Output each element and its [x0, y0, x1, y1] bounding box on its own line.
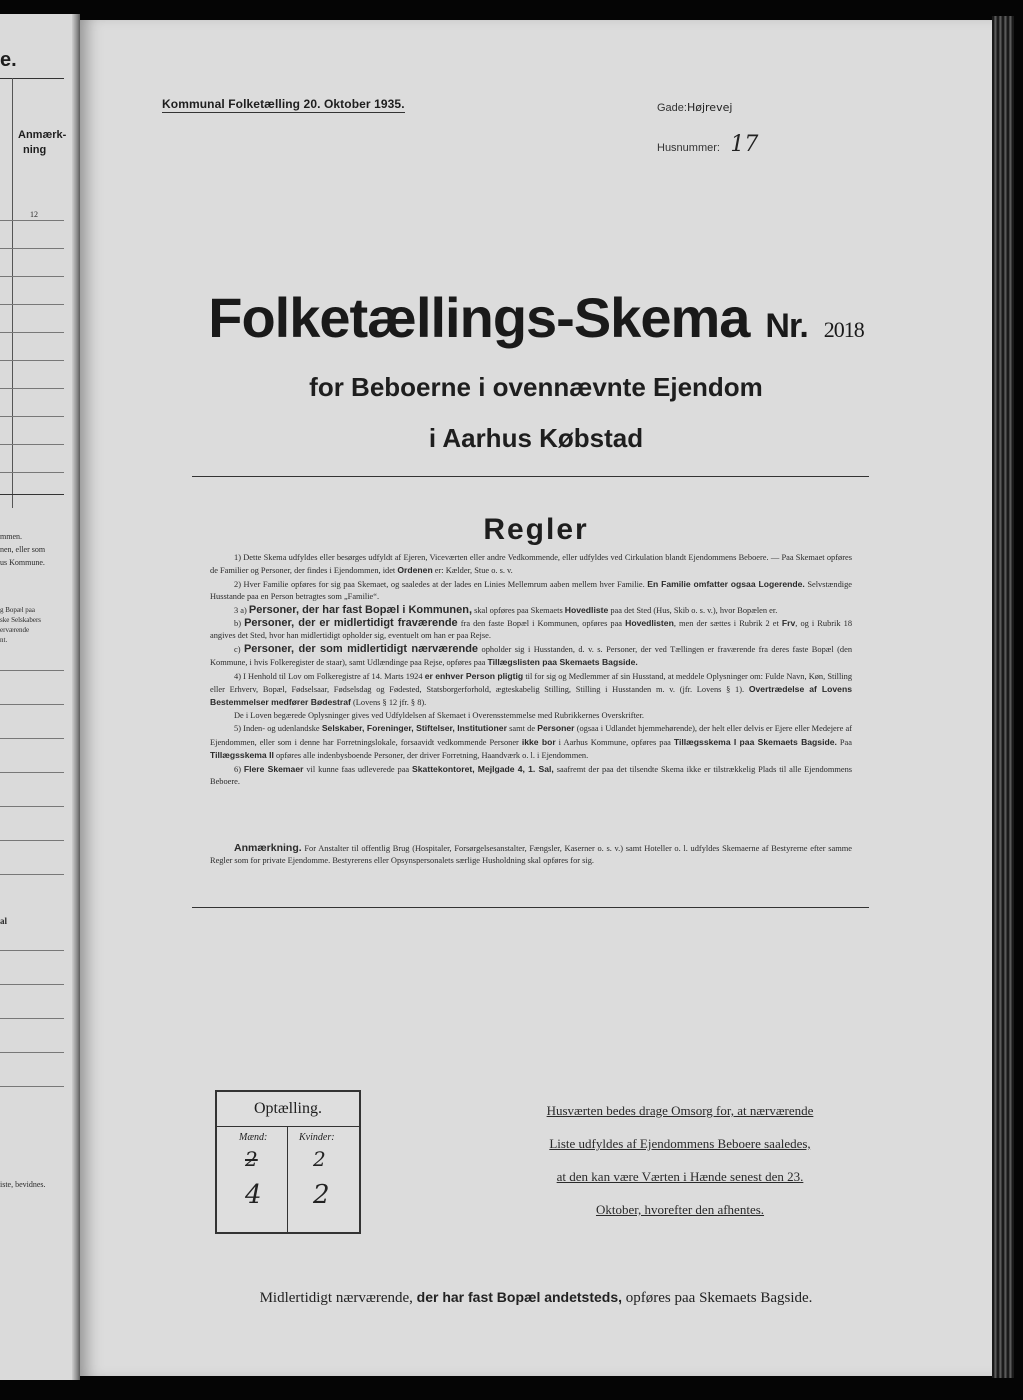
rule-4: 4) I Henhold til Lov om Folkeregistre af 14. Marts 1924 er enhver Person pligtig til for sig og Medlemmer af sin Husstand, at meddele Oplysninger om: Fulde Navn, Køn, Stilling eller Erhverv, Bopæl, Fødselsaar, Fødselsdag og Fødested, Statsborgerforhold, ægteskabelig Stilling, Stilling i Husstanden m. v. (jfr. Lovens § 1). Overtrædelse af Lovens Bestemmelser medfører Bødestraf (Lovens § 12 jfr. § 8). — [210, 670, 853, 708]
prev-page-rule — [0, 276, 64, 277]
count-box-divider — [287, 1126, 288, 1232]
house-number-field — [657, 132, 758, 157]
rule-3b: b) Personer, der er midlertidigt fraværende fra den faste Bopæl i Kommunen, opføres paa Hovedlisten, men der sættes i Rubrik 2 et Frv, og i Rubrik 18 angives det Sted, hvor han midlertidigt opholder sig, eventuelt om han er paa Rejse. — [210, 617, 853, 641]
men-count: 4 — [245, 1180, 262, 1210]
footer-instruction: Midlertidigt nærværende, der har fast Bopæl andetsteds, opføres paa Skemaets Bagside. — [259, 1289, 813, 1306]
women-count: 2 — [313, 1180, 330, 1210]
prev-page-text-fragment: ske Selskabers — [0, 616, 42, 624]
prev-page-rule — [0, 670, 64, 671]
prev-page-text-fragment: al — [0, 916, 8, 926]
prev-page-rule — [0, 494, 64, 495]
form-subtitle-2: i Aarhus Købstad — [428, 423, 644, 453]
prev-page-rule — [0, 1086, 64, 1087]
prev-page-rule — [0, 78, 64, 79]
previous-page-fragment — [0, 14, 80, 1380]
women-label: Kvinder: — [299, 1132, 335, 1143]
street-value: Højrevej — [686, 101, 733, 114]
prev-page-rule — [0, 874, 64, 875]
form-title: Folketællings-Skema — [208, 286, 750, 349]
prev-page-text-fragment: erværende — [0, 626, 30, 634]
count-box-rule — [217, 1126, 359, 1127]
prev-page-rule — [0, 220, 64, 221]
prev-page-text-fragment: us Kommune. — [0, 558, 45, 567]
rule-2: 2) Hver Familie opføres for sig paa Skemaet, og saaledes at der lades en Linies Mellemrum aaben mellem hver Familie. En Familie omfatter ogsaa Logerende. Selvstændige Husstande paa en Person betragtes som „Familie“. — [210, 578, 852, 602]
prev-page-rule — [0, 416, 64, 417]
rule-3a: 3 a) Personer, der har fast Bopæl i Kommunen, skal opføres paa Skemaets Hovedliste paa det Sted (Hus, Skib o. s. v.), hvor Bopælen er. — [234, 603, 778, 616]
form-number-label: Nr. — [765, 307, 808, 345]
prev-page-rule — [0, 472, 64, 473]
rule-4-continued: De i Loven begærede Oplysninger gives ved Udfyldelsen af Skemaet i Overensstemmelse med Rubrikkernes Overskrifter. — [234, 710, 645, 720]
men-count-struck: 2 — [245, 1147, 258, 1171]
prev-page-text-fragment: mmen. — [0, 532, 22, 541]
prev-page-rule — [0, 984, 64, 985]
prev-page-rule — [0, 332, 64, 333]
prev-page-rule — [0, 772, 64, 773]
rule-1: 1) Dette Skema udfyldes eller besørges udfyldt af Ejeren, Viceværten eller andre Vedkommende, eller udfyldes ved Cirkulation blandt Ejendommens Beboere. — Paa Skemaet opføres de Familier og Personer, der findes i Ejendommen, idet Ordenen er: Kælder, Stue o. s. v. — [210, 553, 852, 576]
notice-line-4: Oktober, hvorefter den afhentes. — [595, 1202, 765, 1217]
prev-page-column-label-1: Anmærk- — [18, 129, 67, 141]
count-box — [215, 1090, 361, 1234]
rule-5: 5) Inden- og udenlandske Selskaber, Foreninger, Stiftelser, Institutioner samt de Personer (ogsaa i Udlandet hjemmehørende), der helt eller delvis er Ejere eller Medejere af Ejendommen, eller som i denne har Forretningslokale, forsaavidt vedkommende Personer ikke bor i Aarhus Kommune, opføres paa Tillægsskema I paa Skemaets Bagside. Paa Tillægsskema II opføres alle indenbysboende Personer, der driver Forretning, Haandværk o. l. i Ejendommen. — [210, 723, 852, 761]
annotation-note — [210, 842, 852, 868]
prev-page-rule — [0, 444, 64, 445]
prev-page-header-char: e. — [0, 49, 17, 71]
street-label: Gade: — [657, 102, 687, 114]
title-divider — [192, 476, 869, 477]
count-box-title: Optælling. — [253, 1100, 322, 1117]
prev-page-text-fragment: nt. — [0, 636, 8, 644]
prev-page-rule — [0, 950, 64, 951]
notes-divider — [192, 907, 869, 908]
notice-line-1: Husværten bedes drage Omsorg for, at nærværende — [546, 1103, 814, 1118]
annotation-label: Anmærkning. — [234, 842, 302, 854]
prev-page-rule — [0, 388, 64, 389]
notice-line-2: Liste udfyldes af Ejendommens Beboere saaledes, — [549, 1136, 811, 1151]
prev-page-rule — [0, 1018, 64, 1019]
prev-page-rule — [0, 1052, 64, 1053]
prev-page-text-fragment: g Bopæl paa — [0, 606, 35, 614]
form-number-value: 2018 — [823, 317, 864, 342]
rules-body — [210, 552, 852, 788]
prev-page-text-fragment: nen, eller som — [0, 545, 46, 554]
prev-page-rule — [0, 304, 64, 305]
prev-page-rule — [0, 840, 64, 841]
form-subtitle-1: for Beboerne i ovennævnte Ejendom — [309, 372, 763, 402]
prev-page-column-label-2: ning — [23, 144, 47, 156]
prev-page-rule — [0, 704, 64, 705]
page-fold-shadow — [72, 14, 80, 1380]
annotation-text: For Anstalter til offentlig Brug (Hospitaler, Forsørgelsesanstalter, Fængsler, Kaserner o. s. v.) samt Hoteller o. l. udfyldes Skemaerne af Bestyrerne efter samme Regler som for private Ejendomme. Bestyrerens eller Opsynspersonalets særlige Husholdning skal opføres for sig. — [210, 844, 852, 866]
women-count-struck: 2 — [313, 1147, 326, 1171]
form-title-block — [80, 285, 992, 350]
census-form-page — [80, 20, 992, 1376]
street-field — [657, 98, 732, 116]
landlord-notice — [510, 1094, 850, 1226]
men-label: Mænd: — [239, 1132, 268, 1143]
prev-page-text-fragment: iste, bevidnes. — [0, 1180, 46, 1189]
house-number-value: 17 — [730, 132, 759, 157]
prev-page-rule — [0, 738, 64, 739]
prev-page-column-number: 12 — [30, 210, 38, 219]
prev-page-rule — [0, 806, 64, 807]
prev-page-rule — [0, 248, 64, 249]
rules-heading: Regler — [483, 513, 589, 546]
prev-page-rule — [0, 360, 64, 361]
notice-line-3: at den kan være Værten i Hænde senest den 23. — [556, 1169, 804, 1184]
census-header: Kommunal Folketælling 20. Oktober 1935. — [162, 97, 405, 111]
rule-6: 6) Flere Skemaer vil kunne faas udleverede paa Skattekontoret, Mejlgade 4, 1. Sal, saafremt der paa det tilsendte Skema ikke er tilstrækkelig Plads til alle Ejendommens Beboere. — [210, 763, 853, 786]
rule-3c: c) Personer, der som midlertidigt nærværende opholder sig i Husstanden, d. v. s. Personer, der ved Tællingen er fraværende fra deres faste Bopæl (den Kommune, i hvis Folkeregister de staar), samt Udlændinge paa Rejse, opføres paa Tillægslisten paa Skemaets Bagside. — [210, 642, 853, 668]
house-number-label: Husnummer: — [657, 142, 720, 154]
book-page-edges — [992, 16, 1014, 1378]
